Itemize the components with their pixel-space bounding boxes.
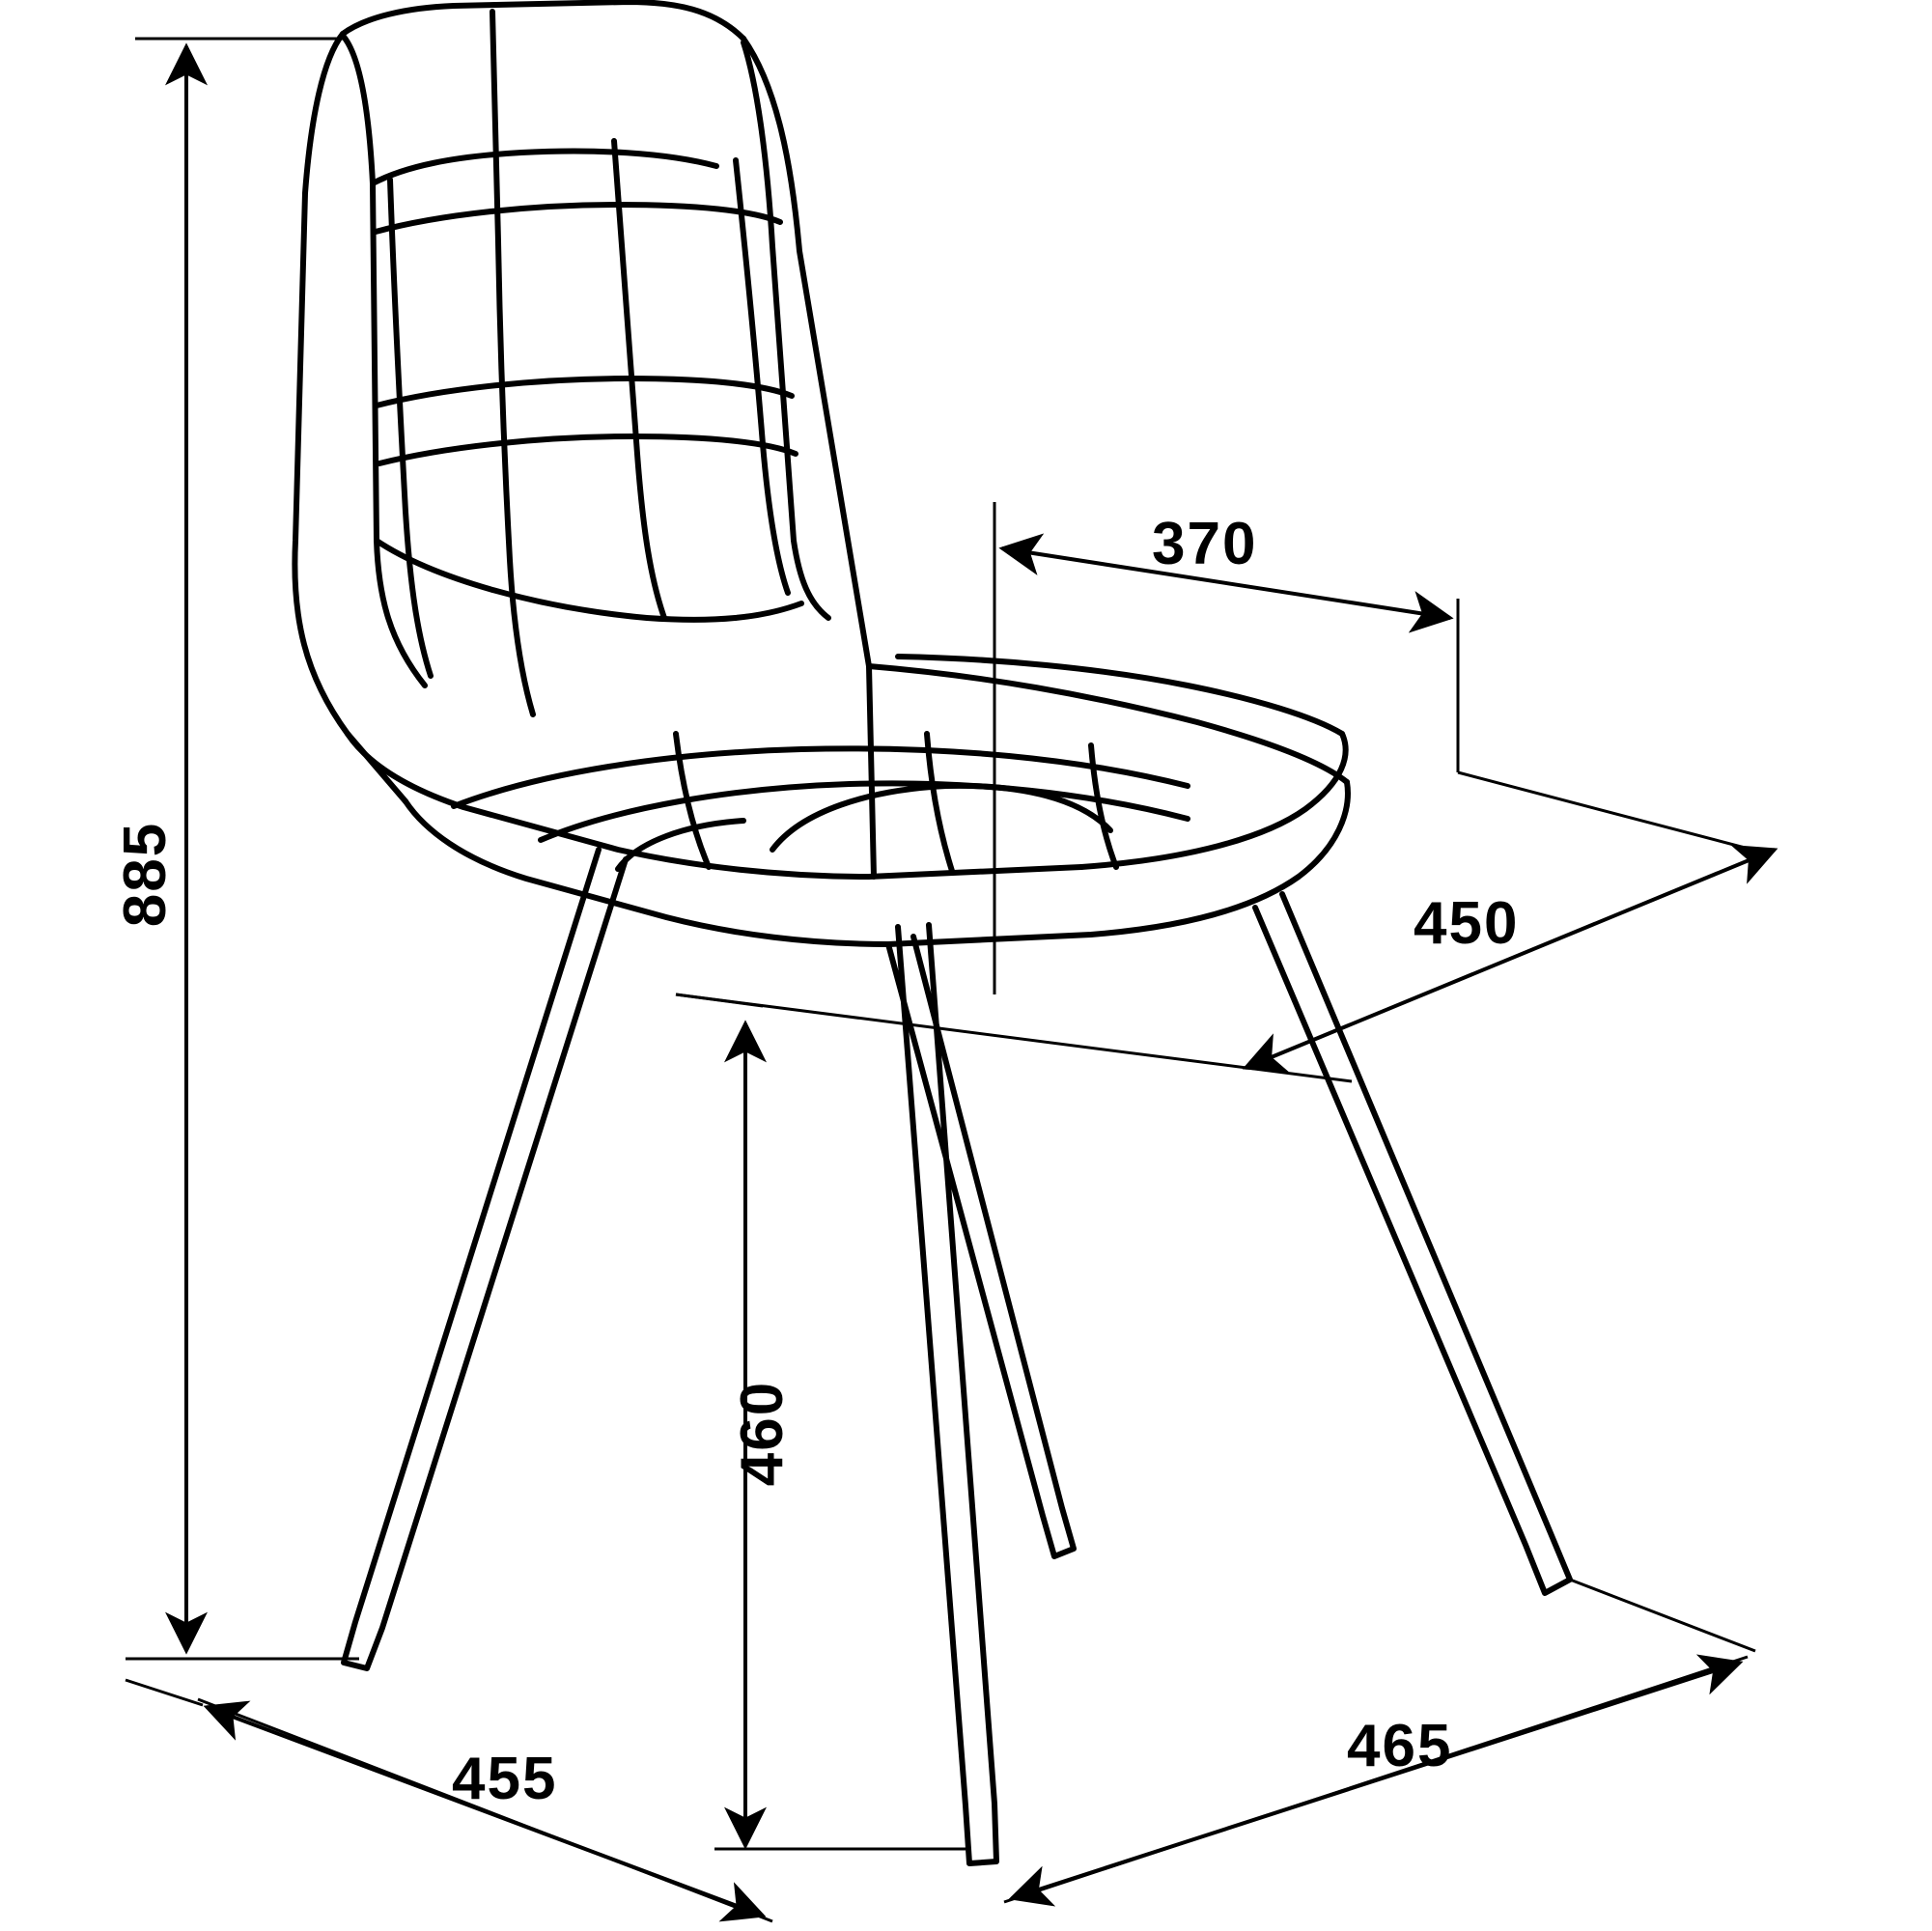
dimension-label-base-width: 455 — [452, 1746, 558, 1812]
dimension-label-seat-height: 460 — [729, 1380, 797, 1487]
chair-outline — [294, 2, 1570, 1863]
dimension-label-seat-depth: 370 — [1152, 511, 1258, 577]
dimension-label-height: 885 — [112, 821, 180, 928]
dimension-label-seat-diagonal: 450 — [1414, 890, 1520, 957]
dimension-label-base-depth: 465 — [1347, 1713, 1453, 1779]
